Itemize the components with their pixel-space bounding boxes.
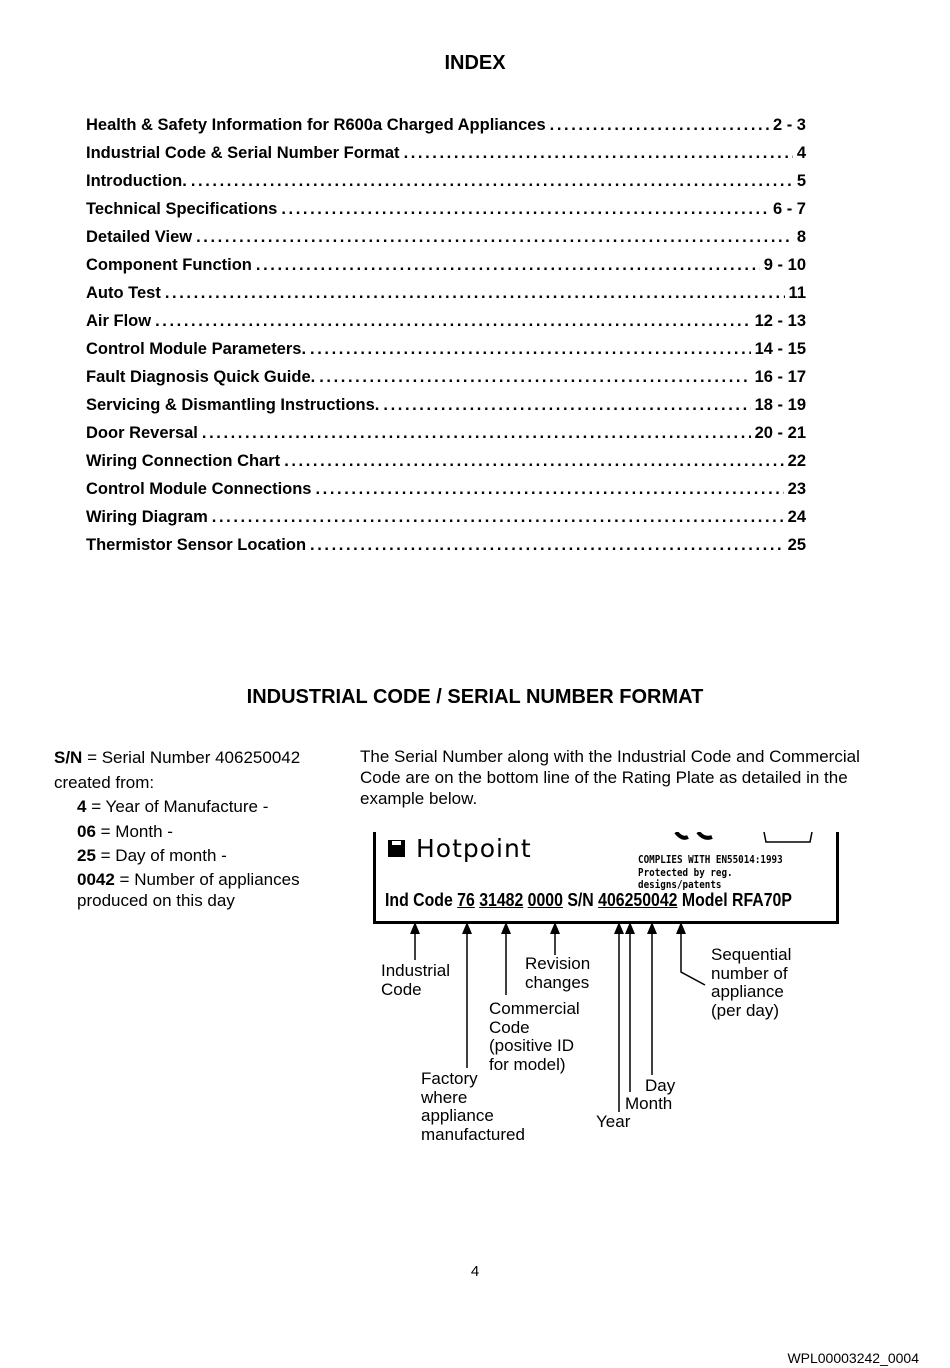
index-entry-label: Industrial Code & Serial Number Format	[86, 144, 400, 162]
index-entry-page: 24	[787, 508, 806, 526]
index-entry-page: 23	[787, 480, 806, 498]
index-entry-label: Thermistor Sensor Location	[86, 536, 307, 554]
index-entry-label: Detailed View	[86, 228, 193, 246]
index-entry-label: Component Function	[86, 256, 252, 274]
sn-key: S/N	[54, 748, 83, 767]
index-entry-page: 2 - 3	[772, 116, 806, 134]
sn-part-count-tail: produced on this day	[77, 890, 235, 910]
callout-day: Day	[645, 1076, 676, 1095]
index-entry-page: 25	[787, 536, 806, 554]
callout-revision-changes: Revision changes	[525, 954, 591, 992]
index-entry-label: Wiring Connection Chart	[86, 452, 281, 470]
plate-model: RFA70P	[732, 890, 792, 910]
index-entry-label: Technical Specifications	[86, 200, 278, 218]
callout-year: Year	[596, 1112, 631, 1131]
document-reference: WPL00003242_0004	[787, 1350, 919, 1366]
index-entry-label: Introduction.	[86, 172, 187, 190]
index-entry-label: Air Flow	[86, 312, 152, 330]
plate-revision: 0000	[527, 890, 563, 910]
callout-commercial-code: Commercial Code (positive ID for model)	[489, 999, 580, 1074]
index-entry-label: Auto Test	[86, 284, 161, 302]
section-title: INDUSTRIAL CODE / SERIAL NUMBER FORMAT	[246, 686, 704, 708]
sn-part-month: 06 = Month -	[77, 821, 173, 841]
index-entry-label: Door Reversal	[86, 424, 198, 442]
sn-part-year: 4 = Year of Manufacture -	[77, 797, 269, 816]
index-entry-page: 22	[787, 452, 806, 470]
index-entry-label: Control Module Parameters.	[86, 340, 307, 358]
plate-commercial-code: 31482	[479, 890, 524, 910]
sn-text: = Serial Number 406250042	[82, 748, 301, 767]
index-entry-page: 5	[796, 172, 806, 190]
index-entry-page: 12 - 13	[754, 312, 806, 330]
index-entry-page: 11	[788, 284, 806, 302]
callout-sequential: Sequential number of appliance (per day)	[711, 945, 792, 1020]
plate-sn-label: S/N	[567, 890, 594, 910]
plate-ind-code-label: Ind Code	[385, 890, 453, 910]
index-entry-label: Wiring Diagram	[86, 508, 208, 526]
callout-month: Month	[625, 1094, 673, 1113]
created-from: created from:	[54, 772, 155, 792]
index-title: INDEX	[444, 52, 506, 74]
plate-complies: COMPLIES WITH EN55014:1993	[638, 854, 783, 866]
rating-plate-description: The Serial Number along with the Industrial Code and Commercial Code are on the bottom line of the Rating Plate as detailed in the example below.	[360, 747, 860, 808]
index-entry-page: 9 - 10	[763, 256, 806, 274]
plate-model-label: Model	[681, 890, 728, 910]
index-entry-page: 16 - 17	[754, 368, 806, 386]
index-entry-label: Control Module Connections	[86, 480, 312, 498]
index-entry-page: 18 - 19	[754, 396, 806, 414]
index-entry-page: 20 - 21	[754, 424, 806, 442]
index-entry-page: 14 - 15	[754, 340, 806, 358]
callout-factory: Factory where appliance manufactured	[421, 1069, 525, 1144]
index-entry-page: 6 - 7	[772, 200, 806, 218]
plate-ind-code: 76	[457, 890, 475, 910]
page-number: 4	[470, 1263, 480, 1280]
plate-brand: Hotpoint	[416, 834, 532, 863]
plate-protected: Protected by reg. designs/patents	[638, 867, 733, 891]
sn-part-count: 0042 = Number of appliances produced on this day	[77, 869, 300, 910]
sn-part-day: 25 = Day of month -	[77, 846, 227, 865]
index-entry-page: 8	[796, 228, 806, 246]
index-entry-label: Fault Diagnosis Quick Guide.	[86, 368, 316, 386]
callout-industrial-code: Industrial Code	[381, 961, 450, 999]
index-entry-label: Health & Safety Information for R600a Charged Appliances	[86, 116, 546, 134]
index-entry-page: 4	[796, 144, 806, 162]
index-entry-label: Servicing & Dismantling Instructions.	[86, 396, 380, 414]
plate-sn: 406250042	[598, 890, 678, 910]
